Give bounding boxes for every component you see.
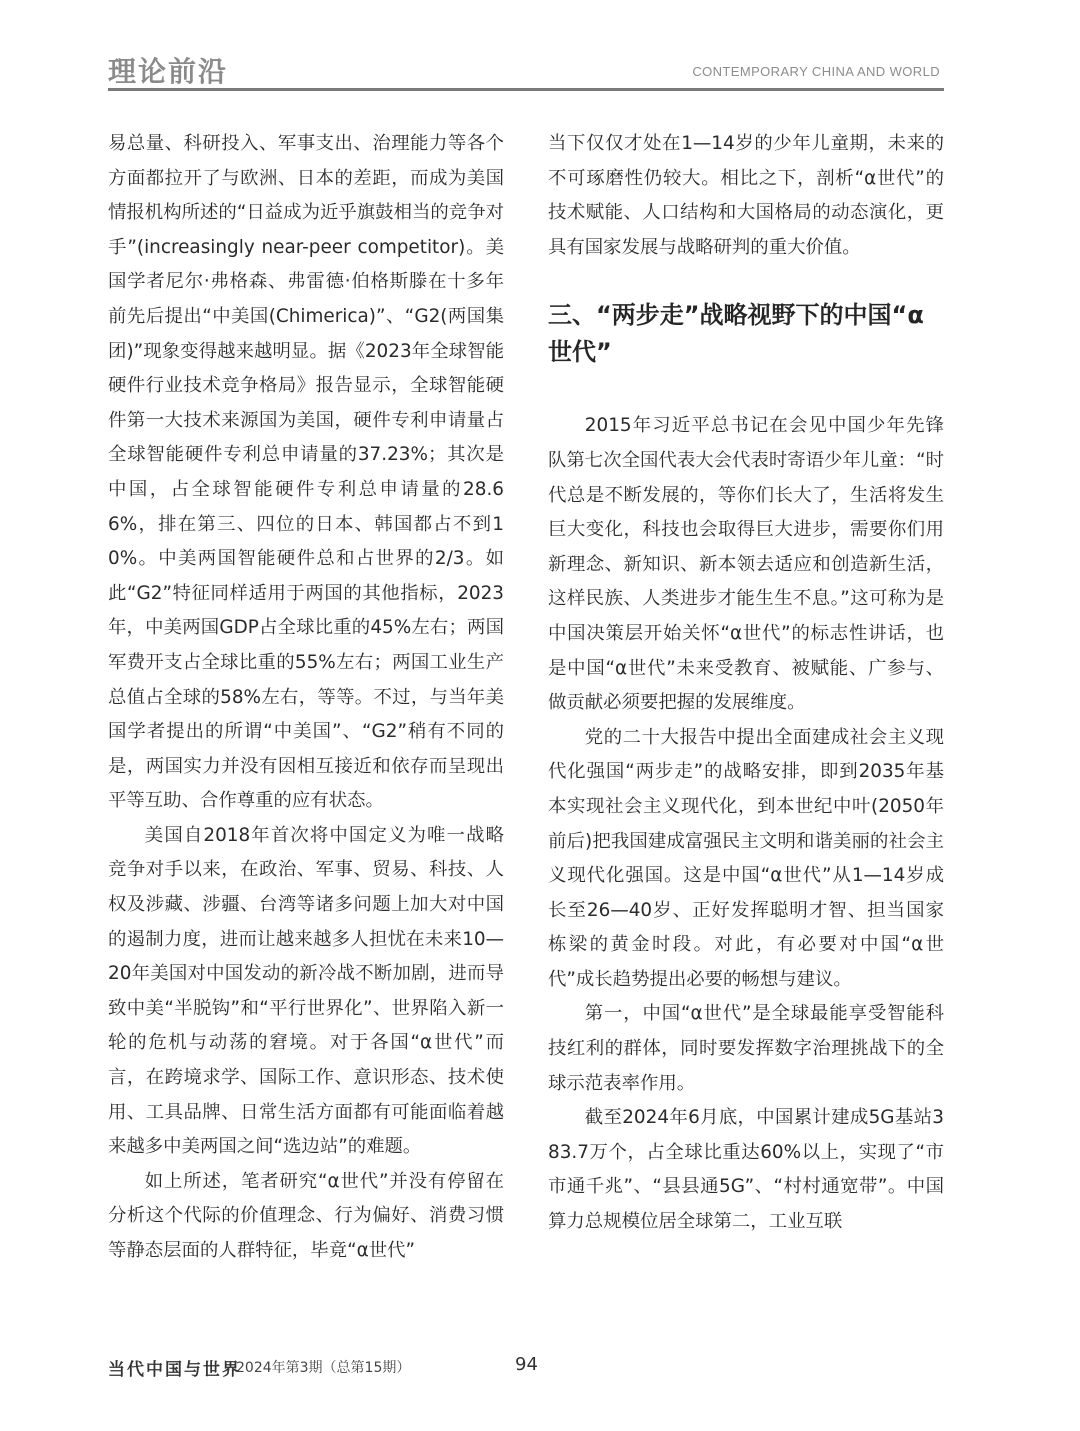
- paragraph: 当下仅仅才处在1—14岁的少年儿童期，未来的不可琢磨性仍较大。相比之下，剖析“α世代”的技术赋能、人口结构和大国格局的动态演化，更具有国家发展与战略研判的重大价值。: [548, 133, 944, 258]
- paragraph: 2015年习近平总书记在会见中国少年先锋队第七次全国代表大会代表时寄语少年儿童：“时代总是不断发展的，等你们长大了，生活将发生巨大变化，科技也会取得巨大进步，需要你们用新理念、新知识、新本领去适应和创造新生活，这样民族、人类进步才能生生不息。”这可称为是中国决策层开始关怀“α世代”的标志性讲话，也是中国“α世代”未来受教育、被赋能、广参与、做贡献必须要把握的发展维度。: [548, 415, 944, 714]
- page-number: 94: [515, 1354, 538, 1375]
- paragraph: 党的二十大报告中提出全面建成社会主义现代化强国“两步走”的战略安排，即到2035年基本实现社会主义现代化，到本世纪中叶(2050年前后)把我国建成富强民主文明和谐美丽的社会主义现代化强国。这是中国“α世代”从1—14岁成长至26—40岁、正好发挥聪明才智、担当国家栋梁的黄金时段。对此，有必要对中国“α世代”成长趋势提出必要的畅想与建议。: [548, 726, 944, 990]
- journal-english-name: CONTEMPORARY CHINA AND WORLD: [692, 64, 940, 79]
- section-title: 理论前沿: [108, 55, 229, 88]
- paragraph: 截至2024年6月底，中国累计建成5G基站383.7万个，占全球比重达60%以上，实现了“市市通千兆”、“县县通5G”、“村村通宽带”。中国算力总规模位居全球第二，工业互联: [548, 1107, 944, 1233]
- issue-info: 2024年第3期（总第15期）: [236, 1360, 411, 1376]
- paragraph: 美国自2018年首次将中国定义为唯一战略竞争对手以来，在政治、军事、贸易、科技、人权及涉藏、涉疆、台湾等诸多问题上加大对中国的遏制力度，进而让越来越多人担忧在未来10—20年美国对中国发动的新冷战不断加剧，进而导致中美“半脱钩”和“平行世界化”、世界陷入新一轮的危机与动荡的窘境。对于各国“α世代”而言，在跨境求学、国际工作、意识形态、技术使用、工具品牌、日常生活方面都有可能面临着越来越多中美两国之间“选边站”的难题。: [108, 824, 504, 1158]
- header-divider: [108, 88, 944, 91]
- right-column: [548, 127, 944, 1240]
- journal-logo: 当代中国与世界: [108, 1360, 241, 1380]
- paragraph: 易总量、科研投入、军事支出、治理能力等各个方面都拉开了与欧洲、日本的差距，而成为美国情报机构所述的“日益成为近乎旗鼓相当的竞争对手”(increasingly near-peer competitor)。美国学者尼尔·弗格森、弗雷德·伯格斯滕在十多年前先后提出“中美国(Chimerica)”、“G2(两国集团)”现象变得越来越明显。据《2023年全球智能硬件行业技术竞争格局》报告显示，全球智能硬件第一大技术来源国为美国，硬件专利申请量占全球智能硬件专利总申请量的37.23%；其次是中国，占全球智能硬件专利总申请量的28.66%，排在第三、四位的日本、韩国都占不到10%。中美两国智能硬件总和占世界的2/3。如此“G2”特征同样适用于两国的其他指标，2023年，中美两国GDP占全球比重的45%左右；两国军费开支占全球比重的55%左右；两国工业生产总值占全球的58%左右，等等。不过，与当年美国学者提出的所谓“中美国”、“G2”稍有不同的是，两国实力并没有因相互接近和依存而呈现出平等互助、合作尊重的应有状态。: [108, 133, 504, 812]
- section-heading: 三、“两步走”战略视野下的中国“α世代”: [548, 301, 924, 367]
- left-column: [108, 127, 504, 1269]
- paragraph: 如上所述，笔者研究“α世代”并没有停留在分析这个代际的价值理念、行为偏好、消费习惯等静态层面的人群特征，毕竟“α世代”: [108, 1170, 504, 1261]
- paragraph: 第一，中国“α世代”是全球最能享受智能科技红利的群体，同时要发挥数字治理挑战下的全球示范表率作用。: [548, 1003, 944, 1094]
